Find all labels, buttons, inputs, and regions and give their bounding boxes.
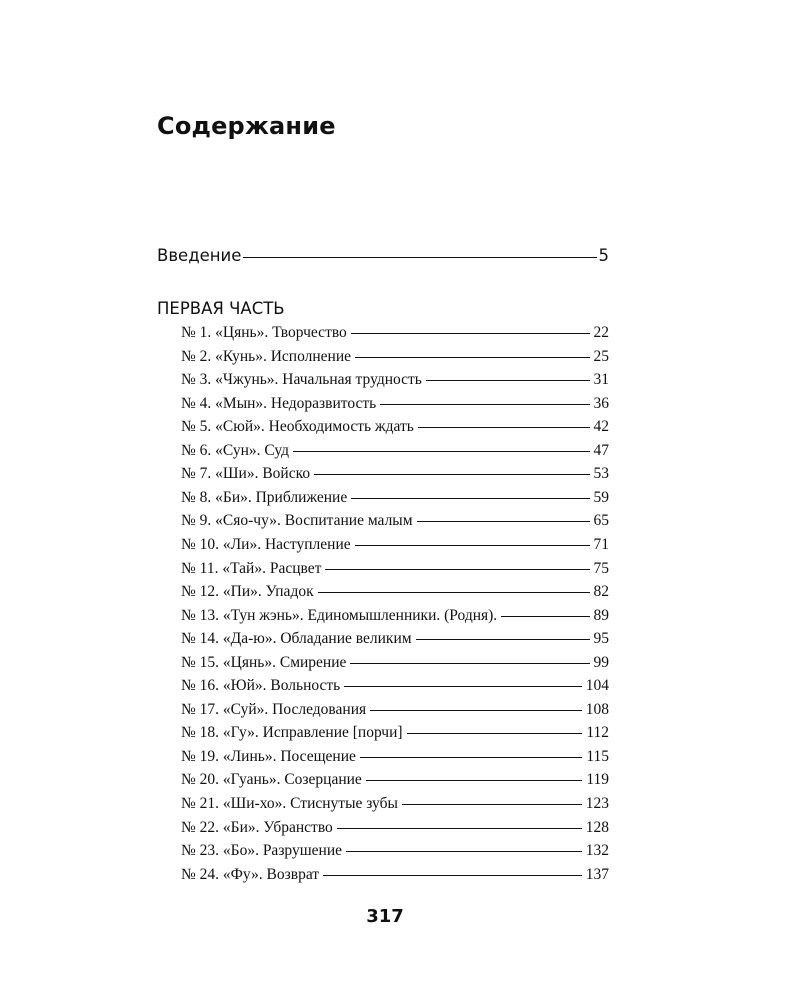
toc-entry-label: № 18. «Гу». Исправление [порчи]: [181, 724, 403, 742]
leader-line: [350, 663, 589, 664]
toc-entry[interactable]: [181, 795, 609, 819]
toc-intro-label: Введение: [157, 246, 242, 265]
toc-entry[interactable]: [181, 489, 609, 513]
toc-entry-label: № 12. «Пи». Упадок: [181, 583, 314, 601]
toc-entry[interactable]: [181, 630, 609, 654]
leader-line: [314, 474, 589, 475]
toc-entry-page: 53: [593, 465, 609, 483]
toc-entry-label: № 11. «Тай». Расцвет: [181, 559, 322, 577]
leader-line: [355, 357, 590, 358]
toc-entry-page: 31: [593, 371, 609, 389]
toc-entry-label: № 7. «Ши». Войско: [181, 465, 311, 483]
toc-entry[interactable]: [181, 418, 609, 442]
toc-entry[interactable]: [181, 866, 609, 890]
leader-line: [366, 780, 583, 781]
toc-entry[interactable]: [181, 395, 609, 419]
toc-entry-page: 47: [593, 441, 609, 459]
toc-entry-label: № 5. «Сюй». Необходимость ждать: [181, 418, 414, 436]
page-number: 317: [366, 906, 404, 927]
leader-line: [355, 545, 590, 546]
toc-entry[interactable]: [181, 654, 609, 678]
toc-entry-page: 59: [593, 488, 609, 506]
leader-line: [407, 733, 583, 734]
toc-entry[interactable]: [181, 819, 609, 843]
toc-entry[interactable]: [181, 701, 609, 725]
leader-line: [416, 639, 590, 640]
leader-line: [426, 380, 590, 381]
leader-line: [323, 875, 582, 876]
leader-line: [344, 686, 582, 687]
toc-entry[interactable]: [181, 536, 609, 560]
toc-entry-label: № 10. «Ли». Наступление: [181, 535, 351, 553]
toc-entry-label: № 14. «Да-ю». Обладание великим: [181, 630, 412, 648]
leader-line: [417, 521, 590, 522]
toc-entry[interactable]: [181, 371, 609, 395]
toc-entry-label: № 19. «Линь». Посещение: [181, 747, 356, 765]
toc-entry-label: № 2. «Кунь». Исполнение: [181, 347, 351, 365]
toc-entry-label: № 16. «Юй». Вольность: [181, 677, 341, 695]
toc-entry[interactable]: [181, 724, 609, 748]
leader-line: [380, 404, 589, 405]
toc-entry[interactable]: [181, 560, 609, 584]
toc-entry-page: 112: [586, 724, 609, 742]
toc-entry-label: № 22. «Би». Убранство: [181, 818, 333, 836]
toc-entry-label: № 15. «Цянь». Смирение: [181, 653, 347, 671]
toc-entry-label: № 6. «Сун». Суд: [181, 441, 290, 459]
leader-line: [370, 710, 582, 711]
toc-entry-label: № 13. «Тун жэнь». Единомышленники. (Родня).: [181, 606, 498, 624]
toc-entry-page: 115: [586, 747, 609, 765]
leader-line: [360, 757, 582, 758]
leader-line: [402, 804, 582, 805]
page-title: Содержание: [157, 112, 336, 140]
toc-entry[interactable]: [181, 465, 609, 489]
toc-entry-page: 89: [593, 606, 609, 624]
leader-line: [418, 427, 590, 428]
toc-entry[interactable]: [181, 512, 609, 536]
toc-entry-label: № 17. «Суй». Последования: [181, 700, 367, 718]
leader-line: [293, 451, 589, 452]
toc-entry-label: № 8. «Би». Приближение: [181, 488, 348, 506]
toc-entry-page: 22: [593, 324, 609, 341]
leader-line: [501, 616, 589, 617]
toc-intro-row[interactable]: [157, 246, 609, 265]
toc-entry-label: № 23. «Бо». Разрушение: [181, 842, 343, 860]
toc-entry-page: 25: [593, 347, 609, 365]
toc-entry-page: 99: [593, 653, 609, 671]
leader-line: [351, 498, 589, 499]
toc-entry-label: № 24. «Фу». Возврат: [181, 865, 320, 883]
toc-entry-label: № 4. «Мын». Недоразвитость: [181, 394, 377, 412]
toc-entry-page: 104: [585, 677, 609, 695]
leader-line: [243, 257, 596, 258]
toc-entry-label: № 3. «Чжунь». Начальная трудность: [181, 371, 422, 389]
toc-entry-page: 82: [593, 583, 609, 601]
toc-entry[interactable]: [181, 748, 609, 772]
toc-entry[interactable]: [181, 324, 609, 348]
leader-line: [346, 851, 582, 852]
toc-entry-page: 108: [585, 700, 609, 718]
toc-entry-page: 137: [585, 865, 609, 883]
part-heading: ПЕРВАЯ ЧАСТЬ: [157, 299, 285, 318]
toc-entry-label: № 20. «Гуань». Созерцание: [181, 771, 362, 789]
leader-line: [337, 828, 582, 829]
toc-entry-page: 75: [593, 559, 609, 577]
toc-intro-page: 5: [598, 246, 609, 265]
toc-entry-label: № 21. «Ши-хо». Стиснутые зубы: [181, 795, 398, 812]
toc-entry[interactable]: [181, 583, 609, 607]
leader-line: [351, 333, 590, 334]
toc-entry-page: 65: [593, 512, 609, 530]
toc-entry-page: 71: [593, 535, 609, 553]
toc-entry-page: 95: [593, 630, 609, 648]
toc-entry-page: 119: [586, 771, 609, 789]
leader-line: [325, 569, 589, 570]
toc-entry[interactable]: [181, 607, 609, 631]
toc-entry[interactable]: [181, 442, 609, 466]
toc-entry[interactable]: [181, 771, 609, 795]
toc-entry-page: 132: [585, 842, 609, 860]
toc-entry-page: 42: [593, 418, 609, 436]
toc-entry-page: 36: [593, 394, 609, 412]
toc-entry-page: 123: [585, 795, 609, 812]
toc-entry-label: № 1. «Цянь». Творчество: [181, 324, 347, 341]
toc-entry[interactable]: [181, 677, 609, 701]
toc-entry[interactable]: [181, 842, 609, 866]
toc-entry-page: 128: [585, 818, 609, 836]
toc-entry-label: № 9. «Сяо-чу». Воспитание малым: [181, 512, 413, 530]
toc-entry[interactable]: [181, 348, 609, 372]
leader-line: [318, 592, 590, 593]
